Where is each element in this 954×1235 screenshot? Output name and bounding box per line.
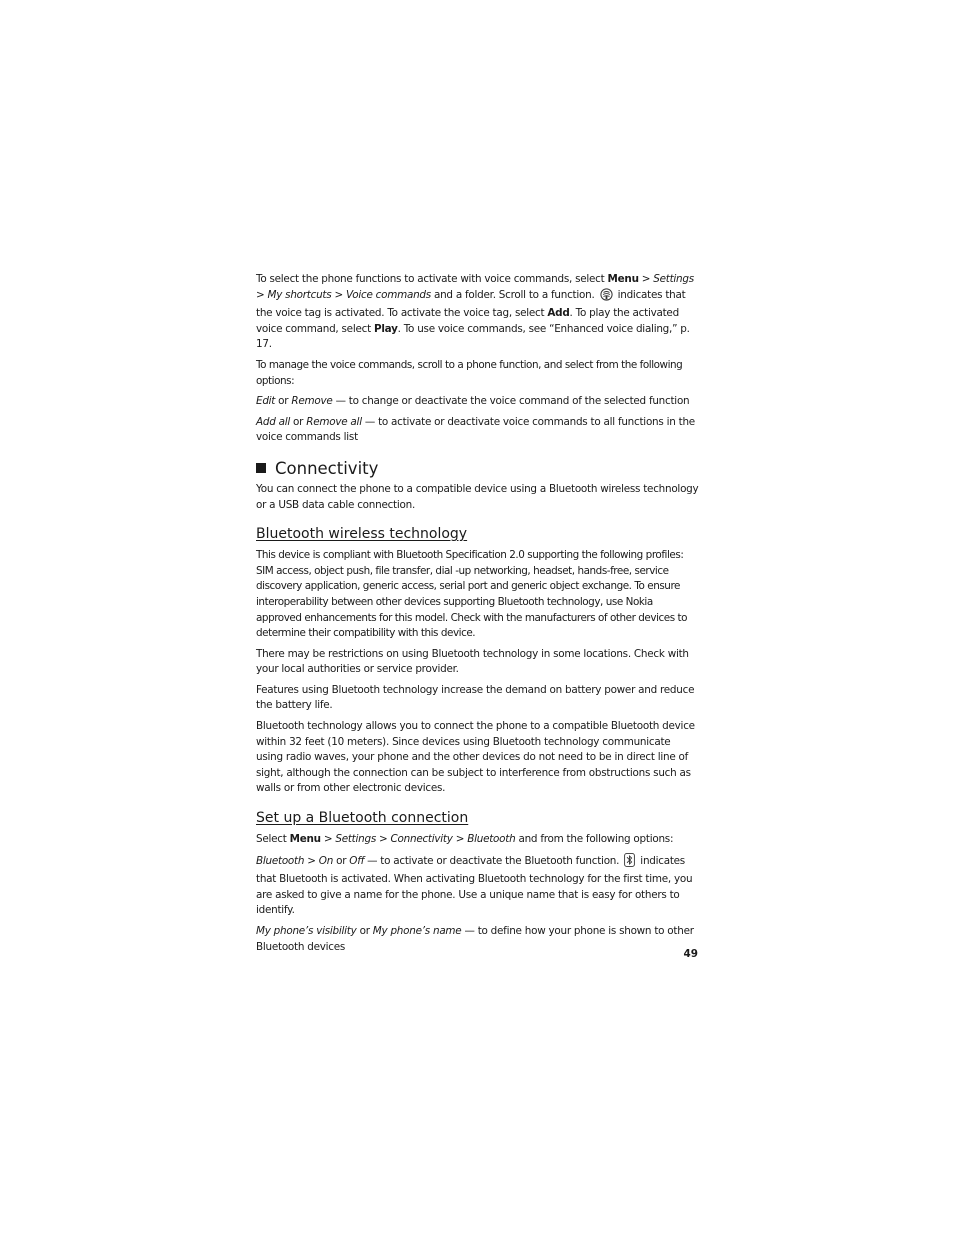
- voice-commands-paragraph: [256, 272, 700, 353]
- heading-text: Connectivity: [275, 458, 379, 478]
- text: — to activate or deactivate voice commands to all functions in the voice commands list: [256, 415, 695, 444]
- text: . To play the activated voice command, select: [256, 307, 679, 335]
- text: indicates that the voice tag is activated. To activate the voice tag, select: [256, 288, 686, 320]
- bluetooth-heading: Bluetooth wireless technology: [256, 526, 468, 543]
- text: To select the phone functions to activate with voice commands, select: [256, 273, 608, 285]
- separator: >: [304, 854, 319, 867]
- text: or: [275, 395, 292, 408]
- text: — to activate or deactivate the Bluetooth function.: [364, 854, 623, 867]
- bluetooth-battery-paragraph: Features using Bluetooth technology increase the demand on battery power and reduce the battery life.: [256, 683, 695, 712]
- text: and a folder. Scroll to a function.: [430, 288, 598, 301]
- text: or: [356, 925, 373, 937]
- setup-bluetooth-heading: Set up a Bluetooth connection: [256, 810, 469, 827]
- separator: >: [375, 833, 391, 846]
- text: — to change or deactivate the voice command of the selected function: [332, 395, 690, 408]
- edit-remove-option: [256, 394, 700, 410]
- my-shortcuts-term: My shortcuts: [267, 288, 332, 301]
- visibility-term: My phone’s visibility: [256, 925, 357, 937]
- off-term: Off: [349, 854, 365, 867]
- settings-term: Settings: [335, 833, 376, 846]
- remove-term: Remove: [291, 395, 333, 408]
- bluetooth-icon: [624, 853, 635, 873]
- text: Select: [256, 833, 290, 846]
- bluetooth-on-off-option: [256, 853, 700, 919]
- text: or: [333, 854, 350, 867]
- separator: >: [331, 288, 346, 301]
- on-term: On: [318, 854, 334, 867]
- phone-visibility-name-option: [256, 924, 700, 955]
- square-bullet-icon: [256, 463, 266, 473]
- bluetooth-range-paragraph: Bluetooth technology allows you to connect the phone to a compatible Bluetooth device within 32 feet (10 meters). Since devices using Bluetooth technology communicate using radio waves, your phone and the other devices do not need to be in direct line of sight, although the connection can be subject to interference from obstructions such as walls or from other electronic devices.: [256, 720, 695, 795]
- menu-term: Menu: [289, 833, 321, 846]
- bluetooth-restrictions-paragraph: There may be restrictions on using Bluetooth technology in some locations. Check with your local authorities or service provider.: [256, 647, 689, 676]
- connectivity-term: Connectivity: [390, 833, 453, 846]
- phone-name-term: My phone’s name: [372, 925, 462, 937]
- text: . To use voice commands, see “Enhanced voice dialing,” p. 17.: [256, 322, 690, 351]
- remove-all-term: Remove all: [306, 415, 362, 428]
- connectivity-paragraph: You can connect the phone to a compatible device using a Bluetooth wireless technology or a USB data cable connection.: [256, 482, 699, 511]
- bluetooth-spec-paragraph: This device is compliant with Bluetooth Specification 2.0 supporting the following profiles: SIM access, object push, file transfer, dial -up networking, headset, hands-free, service discovery application, generic access, serial port and generic object exchange. To ensure interoperability between other devices supporting Bluetooth technology, use Nokia approved enhancements for this model. Check with the manufacturers of other devices to determine their compatibility with this device.: [256, 549, 688, 640]
- text: and from the following options:: [515, 833, 674, 846]
- manage-voice-commands-paragraph: To manage the voice commands, scroll to a phone function, and select from the following options:: [256, 358, 683, 387]
- play-term: Play: [373, 322, 398, 335]
- separator: >: [256, 288, 268, 301]
- add-term: Add: [547, 307, 570, 320]
- page-number: 49: [683, 948, 698, 960]
- edit-term: Edit: [256, 395, 276, 408]
- bluetooth-term: Bluetooth: [467, 833, 516, 846]
- add-all-remove-all-option: [256, 415, 700, 446]
- separator: >: [452, 833, 468, 846]
- setup-path-paragraph: [256, 832, 700, 848]
- separator: >: [638, 273, 654, 285]
- add-all-term: Add all: [256, 415, 290, 428]
- menu-term: Menu: [607, 273, 639, 285]
- bluetooth-term: Bluetooth: [256, 854, 305, 867]
- separator: >: [320, 833, 336, 846]
- voice-commands-term: Voice commands: [345, 288, 431, 301]
- text: — to define how your phone is shown to other Bluetooth devices: [256, 925, 694, 953]
- connectivity-heading: [256, 459, 700, 479]
- text: indicates that Bluetooth is activated. When activating Bluetooth technology for the first time, you are asked to give a name for the phone. Use a unique name that is easy for others to identify.: [256, 854, 693, 917]
- document-page: [256, 272, 700, 960]
- settings-term: Settings: [653, 273, 694, 285]
- voice-tag-icon: [600, 288, 613, 307]
- text: or: [290, 415, 307, 428]
